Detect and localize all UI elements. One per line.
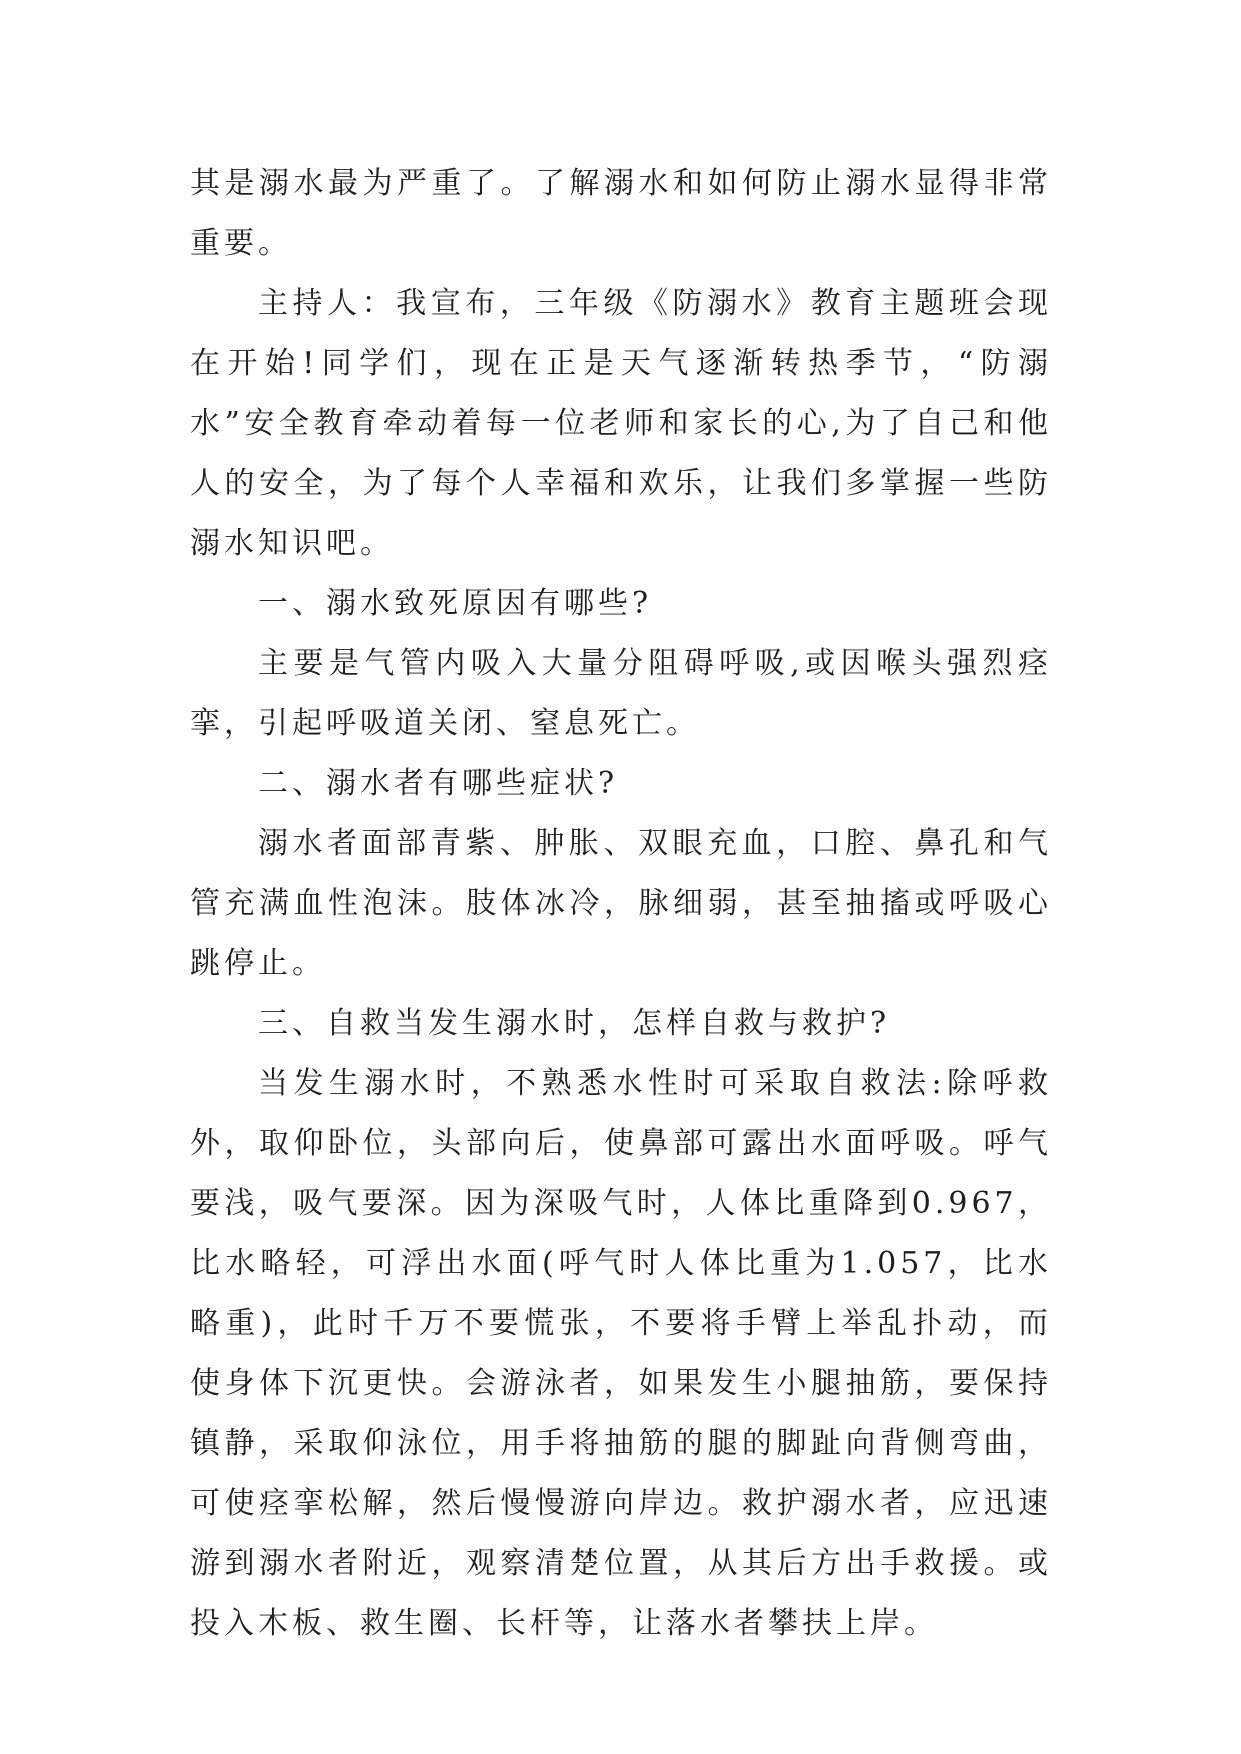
paragraph-host-announcement: 主持人：我宣布，三年级《防溺水》教育主题班会现在开始!同学们，现在正是天气逐渐转热季节，“防溺水”安全教育牵动着每一位老师和家长的心,为了自己和他人的安全，为了每个人幸福和欢乐，让我们多掌握一些防溺水知识吧。 [190, 286, 1052, 561]
document-body [190, 154, 1052, 1654]
paragraph-intro-end: 其是溺水最为严重了。了解溺水和如何防止溺水显得非常重要。 [190, 166, 1052, 261]
paragraph-section-3: 当发生溺水时，不熟悉水性时可采取自救法:除呼救外，取仰卧位，头部向后，使鼻部可露出水面呼吸。呼气要浅，吸气要深。因为深吸气时，人体比重降到0.967，比水略轻，可浮出水面(呼气时人体比重为1.057，比水略重)，此时千万不要慌张，不要将手臂上举乱扑动，而使身体下沉更快。会游泳者，如果发生小腿抽筋，要保持镇静，采取仰泳位，用手将抽筋的腿的脚趾向背侧弯曲，可使痉挛松解，然后慢慢游向岸边。救护溺水者，应迅速游到溺水者附近，观察清楚位置，从其后方出手救援。或投入木板、救生圈、长杆等，让落水者攀扶上岸。 [190, 1066, 1052, 1641]
heading-section-1: 一、溺水致死原因有哪些? [258, 586, 653, 621]
heading-section-3: 三、自救当发生溺水时，怎样自救与救护? [258, 1006, 891, 1041]
heading-section-2: 二、溺水者有哪些症状? [258, 766, 619, 801]
paragraph-section-2: 溺水者面部青紫、肿胀、双眼充血，口腔、鼻孔和气管充满血性泡沫。肢体冰冷，脉细弱，甚至抽搐或呼吸心跳停止。 [190, 826, 1052, 981]
paragraph-section-1: 主要是气管内吸入大量分阻碍呼吸,或因喉头强烈痉挛，引起呼吸道关闭、窒息死亡。 [190, 646, 1052, 741]
